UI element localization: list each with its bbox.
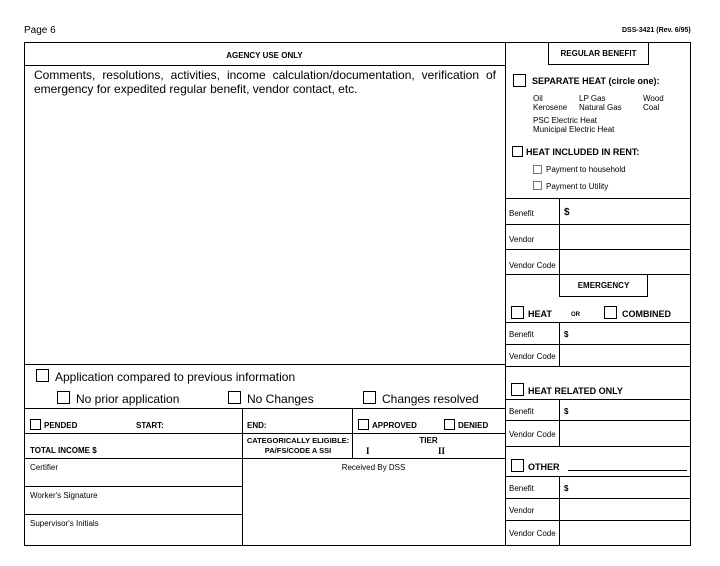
- tier-label: TIER: [419, 436, 438, 445]
- fuel-kerosene[interactable]: Kerosene: [533, 103, 568, 112]
- fuel-wood[interactable]: Wood: [643, 94, 664, 103]
- regular-vendor-code-input[interactable]: [560, 250, 691, 273]
- tier-two: II: [438, 446, 446, 456]
- no-changes-label: No Changes: [247, 392, 314, 406]
- regular-benefit-label: Benefit: [509, 209, 534, 218]
- pay-utility-label: Payment to Utility: [546, 182, 609, 191]
- column-divider: [505, 42, 506, 546]
- compared-checkbox[interactable]: [36, 369, 49, 382]
- emergency-combined-checkbox[interactable]: [604, 306, 617, 319]
- other-checkbox[interactable]: [511, 459, 524, 472]
- pended-label: PENDED: [44, 421, 78, 430]
- comments-area[interactable]: Comments, resolutions, activities, income calculation/documentation, verification of emergency for expedited regular benefit, vendor contact, etc.: [34, 68, 496, 96]
- page-number: Page 6: [24, 25, 56, 36]
- pended-checkbox[interactable]: [30, 419, 41, 430]
- other-description-line[interactable]: [568, 470, 687, 471]
- no-prior-label: No prior application: [76, 392, 180, 406]
- cat-elig-line1: CATEGORICALLY ELIGIBLE:: [246, 436, 350, 445]
- other-vendor-code-label: Vendor Code: [509, 529, 556, 538]
- heat-in-rent-label: HEAT INCLUDED IN RENT:: [526, 147, 640, 157]
- agency-use-title: AGENCY USE ONLY: [226, 51, 303, 60]
- worker-signature-label: Worker's Signature: [30, 491, 98, 500]
- emergency-heat-checkbox[interactable]: [511, 306, 524, 319]
- emergency-combined-label: COMBINED: [622, 309, 671, 319]
- regular-benefit-title: REGULAR BENEFIT: [560, 49, 637, 58]
- other-benefit-label: Benefit: [509, 484, 534, 493]
- heat-related-vendor-code-label: Vendor Code: [509, 430, 556, 439]
- heat-related-benefit-input[interactable]: $: [564, 407, 569, 416]
- electric-options: [533, 116, 614, 134]
- regular-benefit-input[interactable]: $: [564, 207, 570, 218]
- pay-household-checkbox[interactable]: [533, 165, 542, 174]
- start-label: START:: [136, 421, 164, 430]
- total-income-label: TOTAL INCOME $: [30, 446, 97, 455]
- fuel-oil[interactable]: Oil: [533, 94, 543, 103]
- emergency-benefit-input[interactable]: $: [564, 330, 569, 339]
- regular-vendor-label: Vendor: [509, 235, 535, 244]
- emergency-vendor-code-label: Vendor Code: [509, 352, 556, 361]
- heat-related-benefit-label: Benefit: [509, 407, 534, 416]
- emergency-title: EMERGENCY: [577, 281, 630, 290]
- regular-vendor-input[interactable]: [560, 225, 691, 248]
- other-title: OTHER: [528, 462, 560, 472]
- emergency-or-label: OR: [571, 312, 580, 318]
- tier-one: I: [366, 446, 370, 456]
- fuel-lp-gas[interactable]: LP Gas: [579, 94, 606, 103]
- heat-in-rent-checkbox[interactable]: [512, 146, 523, 157]
- approved-label: APPROVED: [372, 421, 417, 430]
- certifier-label: Certifier: [30, 463, 59, 472]
- fuel-col1: [533, 94, 567, 112]
- separate-heat-label: SEPARATE HEAT (circle one):: [532, 76, 660, 86]
- municipal-electric-heat[interactable]: Municipal Electric Heat: [533, 125, 615, 134]
- other-vendor-label: Vendor: [509, 506, 535, 515]
- form-id: DSS-3421 (Rev. 6/95): [622, 27, 691, 34]
- fuel-col2: [579, 94, 622, 112]
- emergency-heat-label: HEAT: [528, 309, 552, 319]
- fuel-col3: [643, 94, 664, 112]
- no-changes-checkbox[interactable]: [228, 391, 241, 404]
- approved-checkbox[interactable]: [358, 419, 369, 430]
- denied-label: DENIED: [458, 421, 489, 430]
- fuel-natural-gas[interactable]: Natural Gas: [579, 103, 622, 112]
- no-prior-checkbox[interactable]: [57, 391, 70, 404]
- received-by-dss-label: Received By DSS: [341, 463, 406, 472]
- changes-resolved-label: Changes resolved: [382, 392, 479, 406]
- pay-utility-checkbox[interactable]: [533, 181, 542, 190]
- heat-related-checkbox[interactable]: [511, 383, 524, 396]
- end-label: END:: [247, 421, 267, 430]
- changes-resolved-checkbox[interactable]: [363, 391, 376, 404]
- other-benefit-input[interactable]: $: [564, 484, 569, 493]
- separate-heat-checkbox[interactable]: [513, 74, 526, 87]
- emergency-benefit-label: Benefit: [509, 330, 534, 339]
- compared-label: Application compared to previous information: [55, 370, 296, 384]
- supervisor-initials-label: Supervisor's Initials: [30, 519, 99, 528]
- cat-elig-line2: PA/FS/CODE A SSI: [264, 446, 332, 455]
- psc-electric-heat[interactable]: PSC Electric Heat: [533, 116, 598, 125]
- categorically-eligible: [243, 436, 353, 456]
- denied-checkbox[interactable]: [444, 419, 455, 430]
- fuel-coal[interactable]: Coal: [643, 103, 660, 112]
- pay-household-label: Payment to household: [546, 165, 626, 174]
- regular-vendor-code-label: Vendor Code: [509, 261, 556, 270]
- heat-related-title: HEAT RELATED ONLY: [528, 386, 623, 396]
